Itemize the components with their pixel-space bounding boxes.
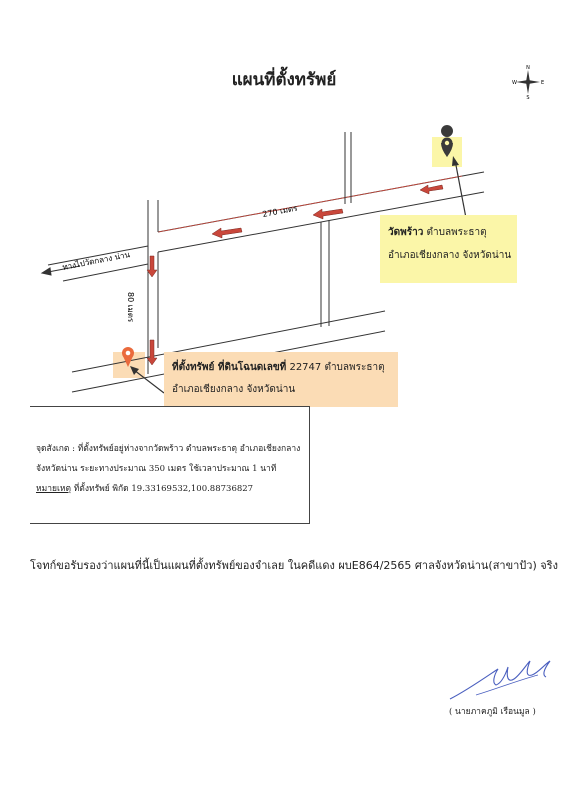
handwritten-signature — [446, 655, 556, 705]
direction-label: ทางไปวัดกลาง น่าน — [61, 250, 131, 272]
compass-s-label: S — [526, 95, 530, 100]
property-district: อำเภอเชียงกลาง จังหวัดน่าน — [172, 384, 296, 395]
signer-name: ( นายภาคภูมิ เรือนมูล ) — [449, 707, 536, 717]
property-location-pin-icon — [122, 347, 134, 367]
route-arrow-2 — [313, 209, 343, 219]
notes-line-2: จังหวัดน่าน ระยะทางประมาณ 350 เมตร ใช้เวลาประมาณ 1 นาที — [36, 464, 277, 474]
distance-top-label: 270 เมตร — [261, 203, 299, 219]
distance-side-label: 80 เมตร — [126, 292, 135, 323]
property-deed: 22747 ตำบลพระธาตุ — [286, 362, 385, 373]
temple-location-pin-icon — [441, 125, 453, 157]
compass-e-label: E — [541, 80, 545, 86]
certification-statement: โจทก์ขอรับรองว่าแผนที่นี้เป็นแผนที่ตั้งทรัพย์ของจำเลย ในคดีแดง ผบE864/2565 ศาลจังหวัดน่าน(สาขาปัว) จริง — [30, 559, 558, 572]
temple-district: อำเภอเชียงกลาง จังหวัดน่าน — [388, 250, 512, 261]
notes-box — [30, 406, 310, 524]
property-title: ที่ตั้งทรัพย์ ที่ดินโฉนดเลขที่ — [172, 362, 287, 373]
temple-label-box — [380, 215, 517, 283]
compass-rose-icon — [510, 64, 546, 100]
compass-n-label: N — [526, 65, 530, 71]
notes-remark — [36, 479, 309, 499]
remark-label: หมายเหตุ — [36, 484, 71, 494]
route-arrow-1 — [420, 185, 443, 194]
temple-pointer — [455, 160, 466, 218]
compass-w-label: W — [512, 80, 517, 86]
temple-subdistrict: ตำบลพระธาตุ — [423, 227, 487, 238]
remark-text: ที่ตั้งทรัพย์ พิกัด 19.33169532,100.88736827 — [71, 484, 254, 494]
temple-name: วัดพร้าว — [388, 227, 424, 238]
notes-line-1: จุดสังเกต : ที่ตั้งทรัพย์อยู่ห่างจากวัดพร้าว ตำบลพระธาตุ อำเภอเชียงกลาง — [36, 444, 301, 454]
route-arrow-3 — [212, 228, 242, 238]
page-title: แผนที่ตั้งทรัพย์ — [231, 70, 337, 90]
property-label-box — [164, 352, 398, 407]
property-pointer — [134, 370, 164, 393]
